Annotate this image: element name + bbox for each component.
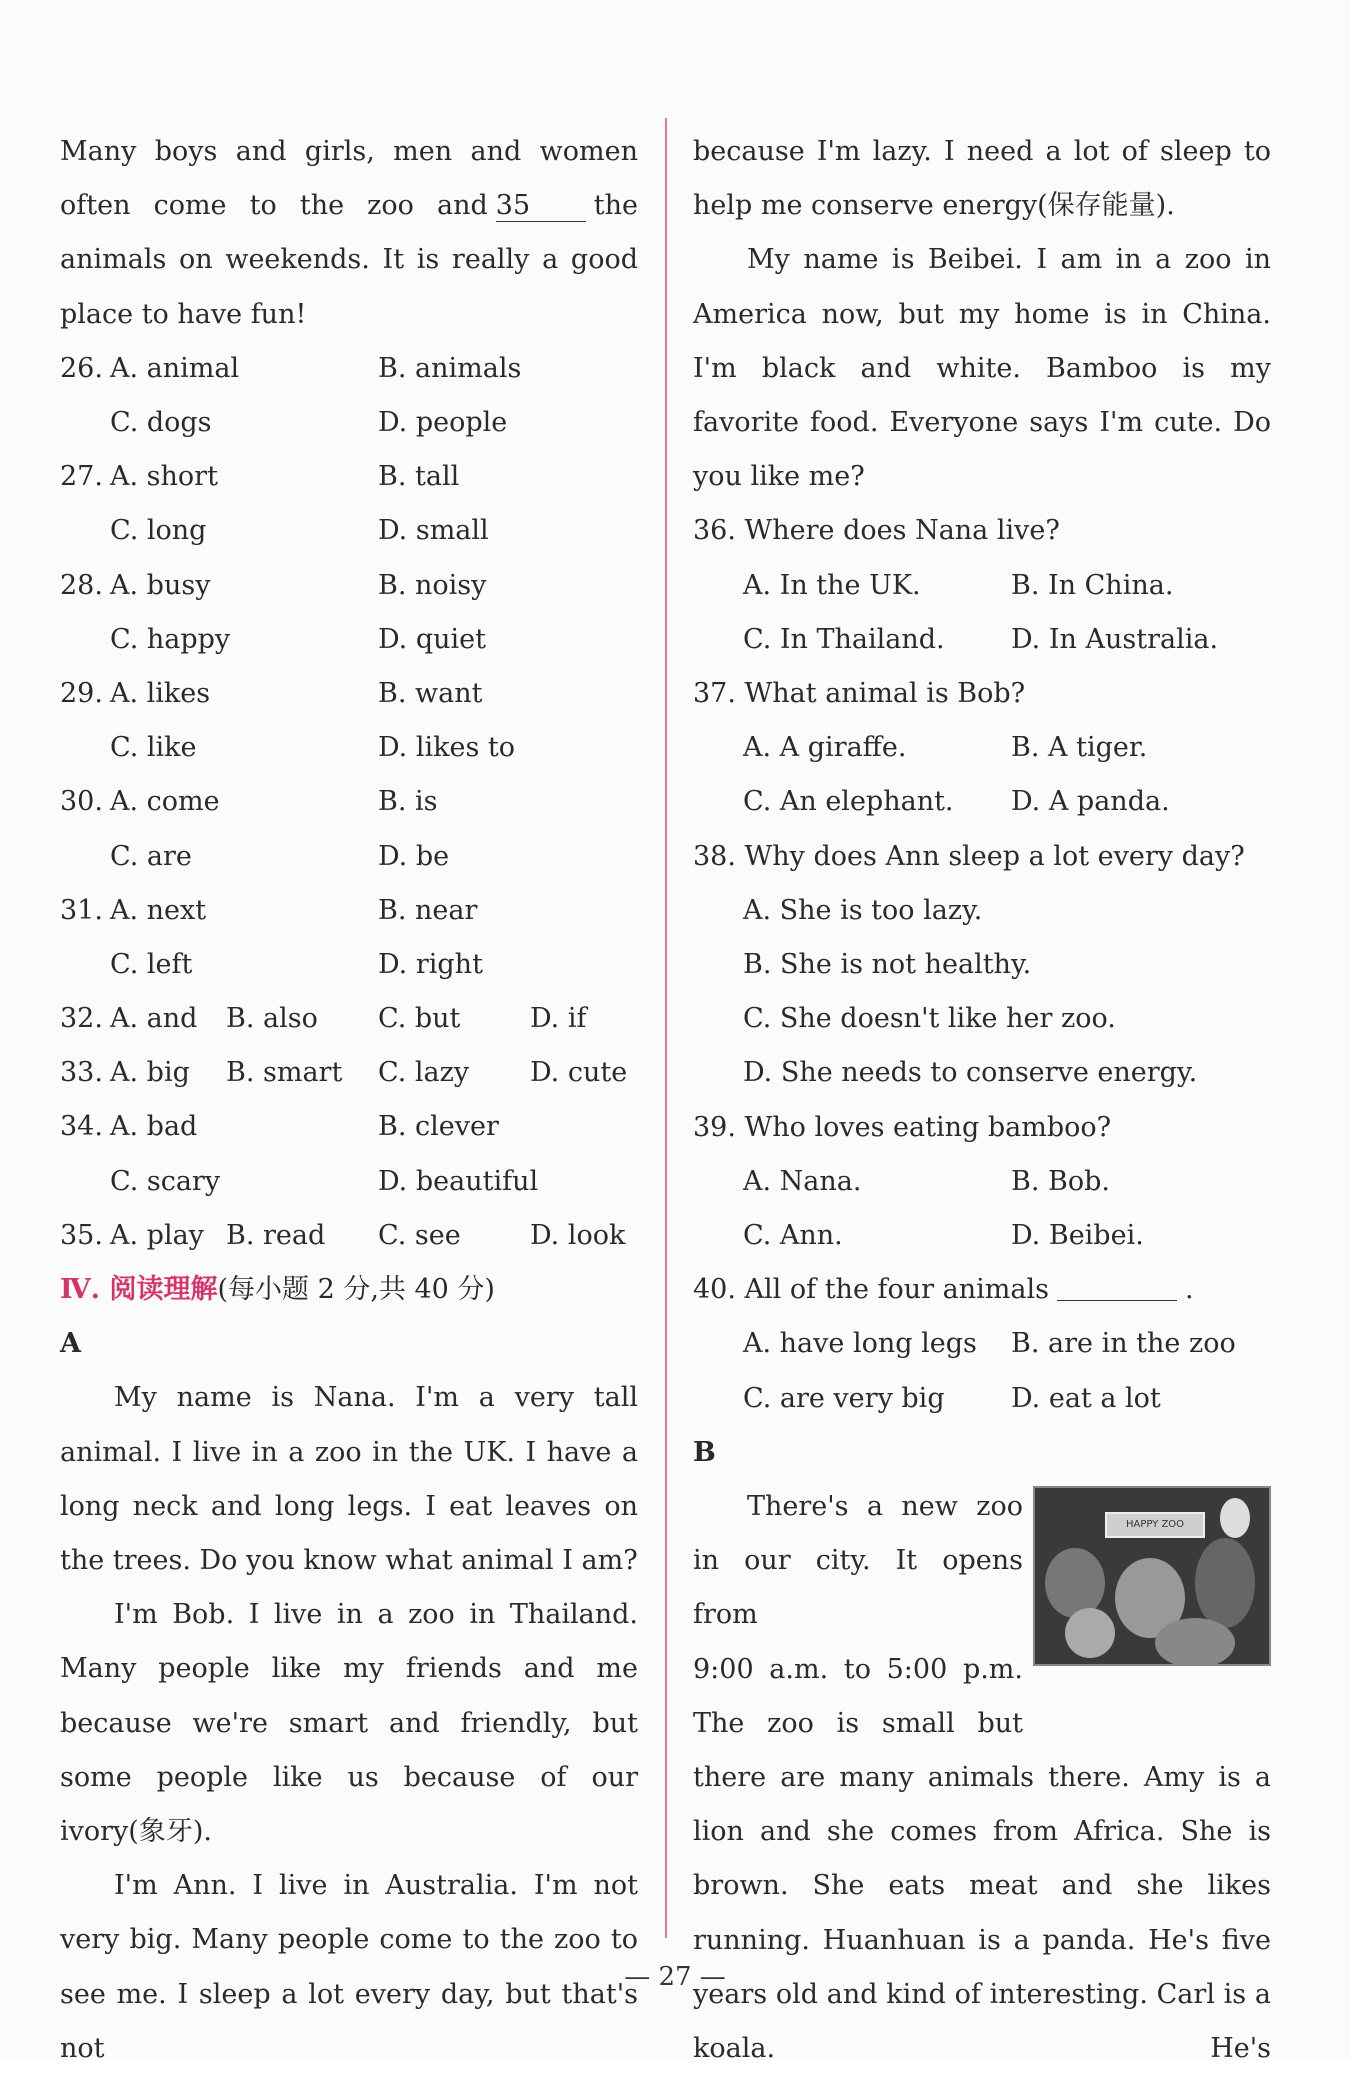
question-38-option-c	[693, 992, 1271, 1046]
option-c[interactable]: C. In Thailand.	[743, 623, 945, 655]
option-a[interactable]: A. likes	[110, 677, 211, 709]
passage-a-paragraph-1: My name is Nana. I'm a very tall animal. I live in a zoo in the UK. I have a long neck and long legs. I eat leaves on the trees. Do you know what animal I am?	[60, 1382, 638, 1576]
question-38: 38. Why does Ann sleep a lot every day?	[693, 840, 1245, 872]
section-score-note: (每小题 2 分,共 40 分)	[217, 1274, 495, 1305]
question-39-row-2	[693, 1209, 1271, 1263]
question-37: 37. What animal is Bob?	[693, 678, 1026, 709]
question-38-option-a	[693, 884, 1271, 938]
option-d[interactable]: D. quiet	[378, 623, 486, 655]
option-a[interactable]: A. play	[110, 1219, 204, 1251]
passage-b-paragraph: there are many animals there. Amy is a lion and she comes from Africa. She is brown. She eats meat and she likes running. Huanhuan is a panda. He's five years old and kind of interesting. Carl is a koala. He's	[693, 1761, 1271, 2064]
question-35-row: 35. A. play B. read C. see D. look	[60, 1209, 638, 1263]
option-c[interactable]: C. An elephant.	[743, 786, 954, 818]
option-a[interactable]: A. animal	[110, 352, 240, 384]
option-b[interactable]: B. animals	[378, 352, 522, 384]
passage-a-continuation: because I'm lazy. I need a lot of sleep to help me conserve energy(保存能量).	[693, 136, 1271, 222]
option-c[interactable]: C. but	[378, 1003, 461, 1035]
question-39-row-1	[693, 1155, 1271, 1209]
option-b[interactable]: B. are in the zoo	[1011, 1328, 1236, 1360]
option-a[interactable]: A. Nana.	[743, 1165, 862, 1197]
passage-b-with-picture	[693, 1480, 1271, 1751]
question-28-row-1: 28. A. busy B. noisy	[60, 559, 638, 613]
option-d[interactable]: D. beautiful	[378, 1165, 539, 1197]
option-a[interactable]: A. In the UK.	[743, 569, 921, 601]
question-37-row-2	[693, 775, 1271, 829]
option-d[interactable]: D. small	[378, 515, 489, 547]
option-b[interactable]: B. clever	[378, 1111, 499, 1143]
option-a[interactable]: A. and	[110, 1003, 198, 1035]
option-d[interactable]: D. A panda.	[1011, 786, 1170, 818]
zoo-sign: HAPPY ZOO	[1105, 1512, 1205, 1538]
question-40-row-2	[693, 1372, 1271, 1426]
question-29-row-2	[60, 721, 638, 775]
right-column	[693, 125, 1271, 2076]
option-b[interactable]: B. smart	[226, 1057, 343, 1089]
option-c[interactable]: C. like	[110, 732, 197, 764]
question-33-row: 33. A. big B. smart C. lazy D. cute	[60, 1046, 638, 1100]
question-34-row-1: 34. A. bad B. clever	[60, 1100, 638, 1154]
option-b[interactable]: B. noisy	[378, 569, 487, 601]
passage-a-paragraph-3: I'm Ann. I live in Australia. I'm not very big. Many people come to the zoo to see me. I sleep a lot every day, but that's not	[60, 1870, 638, 2064]
option-b[interactable]: B. also	[226, 1003, 318, 1035]
column-divider	[665, 118, 667, 1938]
page-number: — 27 —	[624, 1962, 726, 1992]
option-b[interactable]: B. Bob.	[1011, 1165, 1110, 1197]
question-38-option-d	[693, 1046, 1271, 1100]
option-a[interactable]: A. She is too lazy.	[743, 894, 983, 926]
option-b[interactable]: B. In China.	[1011, 569, 1174, 601]
question-29-row-1: 29. A. likes B. want	[60, 667, 638, 721]
question-31-row-2	[60, 938, 638, 992]
option-d[interactable]: D. likes to	[378, 732, 516, 764]
option-d[interactable]: D. cute	[530, 1057, 628, 1089]
option-a[interactable]: A. A giraffe.	[743, 732, 907, 764]
answer-blank-35[interactable]: 35	[496, 191, 586, 222]
option-c[interactable]: C. Ann.	[743, 1219, 843, 1251]
option-d[interactable]: D. She needs to conserve energy.	[743, 1057, 1198, 1089]
question-30-row-2	[60, 830, 638, 884]
question-38-option-b	[693, 938, 1271, 992]
question-36-row-1	[693, 559, 1271, 613]
question-36-row-2	[693, 613, 1271, 667]
option-b[interactable]: B. tall	[378, 461, 460, 493]
question-31-row-1: 31. A. next B. near	[60, 884, 638, 938]
option-d[interactable]: D. people	[378, 407, 508, 438]
passage-a-paragraph-2: I'm Bob. I live in a zoo in Thailand. Many people like my friends and me because we're smart and friendly, but some people like us because of our ivory(象牙).	[60, 1599, 638, 1848]
section-title: Ⅳ. 阅读理解	[60, 1274, 218, 1305]
option-a[interactable]: A. next	[110, 894, 207, 926]
option-d[interactable]: D. look	[530, 1219, 626, 1251]
passage-a-label: A	[60, 1328, 81, 1360]
option-d[interactable]: D. In Australia.	[1011, 623, 1219, 655]
cloze-options-two-row	[60, 342, 638, 992]
question-26-row-1: 26. A. animal B. animals	[60, 342, 638, 396]
option-b[interactable]: B. read	[226, 1219, 326, 1251]
passage-b-label: B	[693, 1436, 716, 1468]
option-a[interactable]: A. big	[110, 1057, 190, 1089]
passage-b-lines: There's a new zoo in our city. It opens from 9:00 a.m. to 5:00 p.m. The zoo is small but	[693, 1490, 1023, 1739]
option-d[interactable]: D. right	[378, 948, 483, 980]
answer-blank-40[interactable]	[1057, 1274, 1177, 1301]
section-heading	[60, 1263, 638, 1317]
option-d[interactable]: D. if	[530, 1003, 587, 1035]
question-30-row-1: 30. A. come B. is	[60, 775, 638, 829]
question-28-row-2	[60, 613, 638, 667]
question-34-row-2	[60, 1155, 638, 1209]
question-40: 40. All of the four animals .	[693, 1274, 1194, 1306]
question-36: 36. Where does Nana live?	[693, 515, 1060, 547]
question-27-row-2	[60, 504, 638, 558]
cloze-intro: Many boys and girls, men and women often come to the zoo and 35 the animals on weekends. It is really a good place to have fun!	[60, 136, 638, 330]
option-d[interactable]: D. be	[378, 840, 450, 872]
option-a[interactable]: A. have long legs	[743, 1328, 977, 1360]
option-a[interactable]: A. busy	[110, 569, 211, 601]
option-c[interactable]: C. see	[378, 1219, 461, 1251]
option-c[interactable]: C. are very big	[743, 1382, 945, 1414]
option-c[interactable]: C. lazy	[378, 1057, 470, 1089]
question-27-row-1: 27. A. short B. tall	[60, 450, 638, 504]
option-a[interactable]: A. come	[110, 786, 220, 818]
option-c[interactable]: C. are	[110, 840, 192, 872]
option-a[interactable]: A. short	[110, 461, 218, 493]
left-column	[60, 125, 638, 2076]
option-d[interactable]: D. Beibei.	[1011, 1219, 1144, 1251]
option-a[interactable]: A. bad	[110, 1111, 198, 1143]
question-40-row-1	[693, 1317, 1271, 1371]
option-b[interactable]: B. near	[378, 894, 478, 926]
option-c[interactable]: C. dogs	[110, 407, 212, 438]
option-b[interactable]: B. want	[378, 677, 483, 709]
option-c[interactable]: C. She doesn't like her zoo.	[743, 1003, 1116, 1035]
option-c[interactable]: C. scary	[110, 1165, 221, 1197]
question-32-row: 32. A. and B. also C. but D. if	[60, 992, 638, 1046]
question-37-row-1	[693, 721, 1271, 775]
option-c[interactable]: C. happy	[110, 623, 231, 655]
zoo-picture	[1033, 1486, 1271, 1666]
passage-a-paragraph-4: My name is Beibei. I am in a zoo in America now, but my home is in China. I'm black and white. Bamboo is my favorite food. Everyone says I'm cute. Do you like me?	[693, 244, 1271, 493]
option-c[interactable]: C. long	[110, 515, 207, 547]
option-b[interactable]: B. A tiger.	[1011, 732, 1148, 764]
option-b[interactable]: B. She is not healthy.	[743, 948, 1032, 980]
question-26-row-2	[60, 396, 638, 450]
option-b[interactable]: B. is	[378, 786, 438, 818]
option-c[interactable]: C. left	[110, 948, 193, 980]
question-39: 39. Who loves eating bamboo?	[693, 1111, 1112, 1143]
option-d[interactable]: D. eat a lot	[1011, 1382, 1161, 1414]
